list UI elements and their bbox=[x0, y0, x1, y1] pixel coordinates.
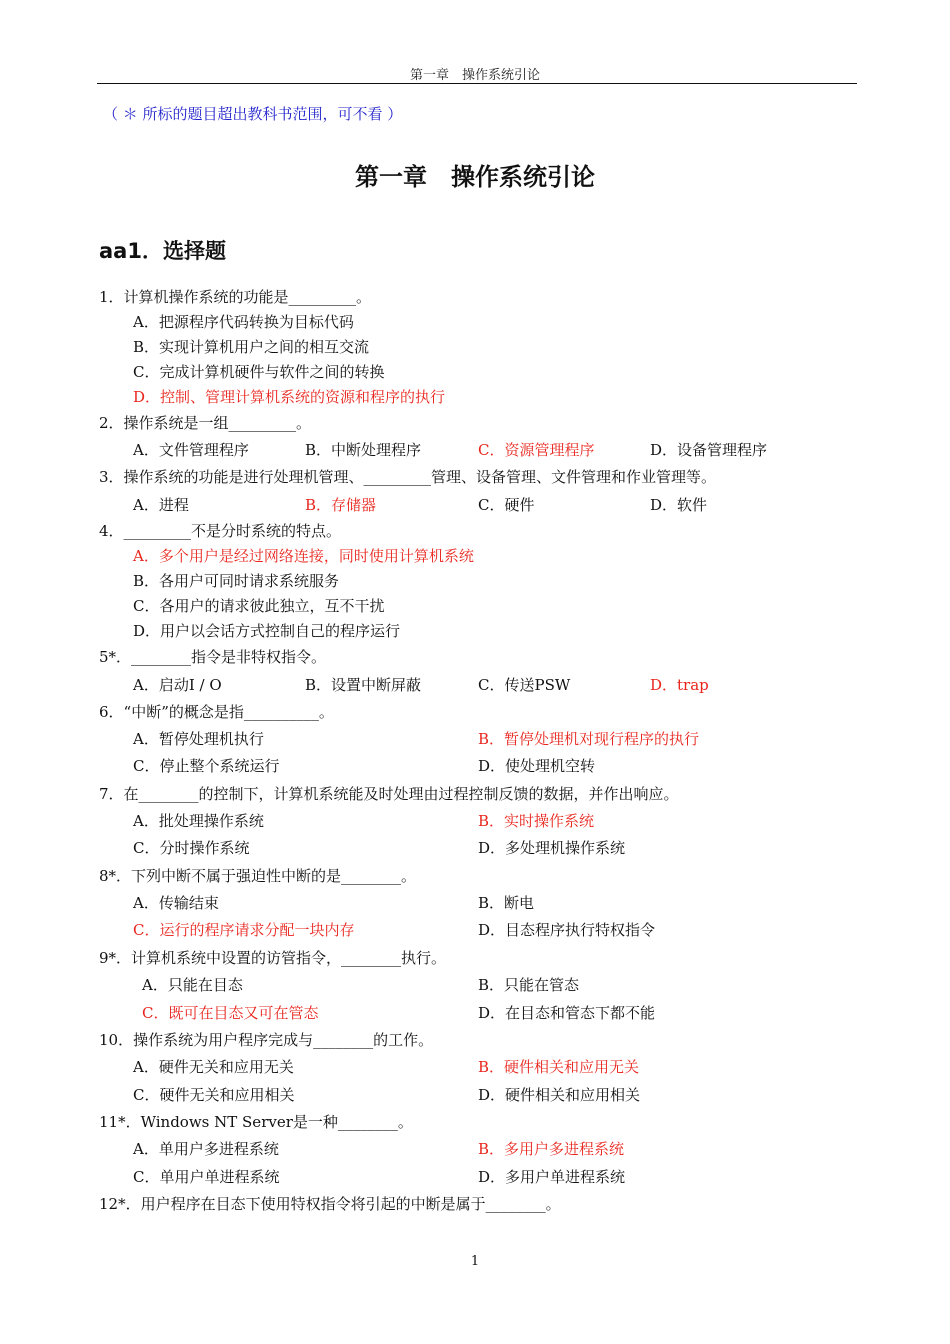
answer-option: C．硬件无关和应用相关 bbox=[133, 1086, 295, 1104]
answer-option: A．把源程序代码转换为目标代码 bbox=[133, 313, 354, 331]
answer-option: B．只能在管态 bbox=[478, 976, 580, 994]
answer-option: D．trap bbox=[650, 676, 709, 694]
question-stem: 7．在________的控制下，计算机系统能及时处理由过程控制反馈的数据，并作出响应。 bbox=[99, 785, 679, 803]
question-stem: 1．计算机操作系统的功能是_________。 bbox=[99, 288, 372, 306]
answer-option: A．多个用户是经过网络连接，同时使用计算机系统 bbox=[133, 547, 474, 565]
answer-option: C．分时操作系统 bbox=[133, 839, 250, 857]
answer-option: A．文件管理程序 bbox=[133, 441, 249, 459]
answer-option: A．启动I / O bbox=[133, 676, 222, 694]
question-stem: 5*．________指令是非特权指令。 bbox=[99, 648, 327, 666]
answer-option: B．中断处理程序 bbox=[305, 441, 422, 459]
answer-option: A．硬件无关和应用无关 bbox=[133, 1058, 294, 1076]
page-header: 第一章 操作系统引论 bbox=[409, 68, 540, 83]
answer-option: C．硬件 bbox=[478, 496, 535, 514]
answer-option: D．目态程序执行特权指令 bbox=[478, 921, 656, 939]
answer-option: D．使处理机空转 bbox=[478, 757, 596, 775]
answer-option: A．进程 bbox=[133, 496, 189, 514]
question-stem: 3．操作系统的功能是进行处理机管理、_________管理、设备管理、文件管理和作业管理等。 bbox=[99, 468, 717, 486]
answer-option: B．各用户可同时请求系统服务 bbox=[133, 572, 340, 590]
answer-option: D．软件 bbox=[650, 496, 708, 514]
answer-option: C．既可在目态又可在管态 bbox=[142, 1004, 319, 1022]
answer-option: C．运行的程序请求分配一块内存 bbox=[133, 921, 355, 939]
page-number: 1 bbox=[470, 1254, 480, 1269]
answer-option: B．断电 bbox=[478, 894, 535, 912]
question-stem: 8*．下列中断不属于强迫性中断的是________。 bbox=[99, 867, 417, 885]
answer-option: A．暂停处理机执行 bbox=[133, 730, 264, 748]
question-stem: 11*．Windows NT Server是一种________。 bbox=[99, 1113, 413, 1131]
header-rule bbox=[97, 83, 857, 84]
answer-option: D．硬件相关和应用相关 bbox=[478, 1086, 641, 1104]
answer-option: A．传输结束 bbox=[133, 894, 219, 912]
answer-option: A．只能在目态 bbox=[142, 976, 243, 994]
answer-option: D．多处理机操作系统 bbox=[478, 839, 626, 857]
answer-option: A．单用户多进程系统 bbox=[133, 1140, 279, 1158]
question-stem: 10．操作系统为用户程序完成与________的工作。 bbox=[99, 1031, 434, 1049]
answer-option: A．批处理操作系统 bbox=[133, 812, 264, 830]
chapter-title: 第一章 操作系统引论 bbox=[355, 163, 595, 191]
answer-option: B．设置中断屏蔽 bbox=[305, 676, 422, 694]
answer-option: B．实现计算机用户之间的相互交流 bbox=[133, 338, 370, 356]
answer-option: C．完成计算机硬件与软件之间的转换 bbox=[133, 363, 385, 381]
answer-option: D．用户以会话方式控制自己的程序运行 bbox=[133, 622, 401, 640]
answer-option: D．控制、管理计算机系统的资源和程序的执行 bbox=[133, 388, 446, 406]
answer-option: C．传送PSW bbox=[478, 676, 571, 694]
answer-option: B．实时操作系统 bbox=[478, 812, 595, 830]
question-stem: 9*．计算机系统中设置的访管指令，________执行。 bbox=[99, 949, 447, 967]
section-title: aa1．选择题 bbox=[99, 239, 226, 263]
answer-option: C．停止整个系统运行 bbox=[133, 757, 280, 775]
answer-option: C．各用户的请求彼此独立，互不干扰 bbox=[133, 597, 385, 615]
answer-option: B．暂停处理机对现行程序的执行 bbox=[478, 730, 700, 748]
question-stem: 6．“中断”的概念是指__________。 bbox=[99, 703, 334, 721]
answer-option: D．在目态和管态下都不能 bbox=[478, 1004, 656, 1022]
question-stem: 4．_________不是分时系统的特点。 bbox=[99, 522, 342, 540]
answer-option: C．资源管理程序 bbox=[478, 441, 595, 459]
answer-option: D．设备管理程序 bbox=[650, 441, 768, 459]
question-stem: 12*．用户程序在目态下使用特权指令将引起的中断是属于________。 bbox=[99, 1195, 561, 1213]
answer-option: D．多用户单进程系统 bbox=[478, 1168, 626, 1186]
answer-option: C．单用户单进程系统 bbox=[133, 1168, 280, 1186]
answer-option: B．硬件相关和应用无关 bbox=[478, 1058, 640, 1076]
answer-option: B．存储器 bbox=[305, 496, 377, 514]
question-stem: 2．操作系统是一组_________。 bbox=[99, 414, 312, 432]
answer-option: B．多用户多进程系统 bbox=[478, 1140, 625, 1158]
scope-note: （ ＊ 所标的题目超出教科书范围，可不看 ） bbox=[103, 105, 403, 123]
